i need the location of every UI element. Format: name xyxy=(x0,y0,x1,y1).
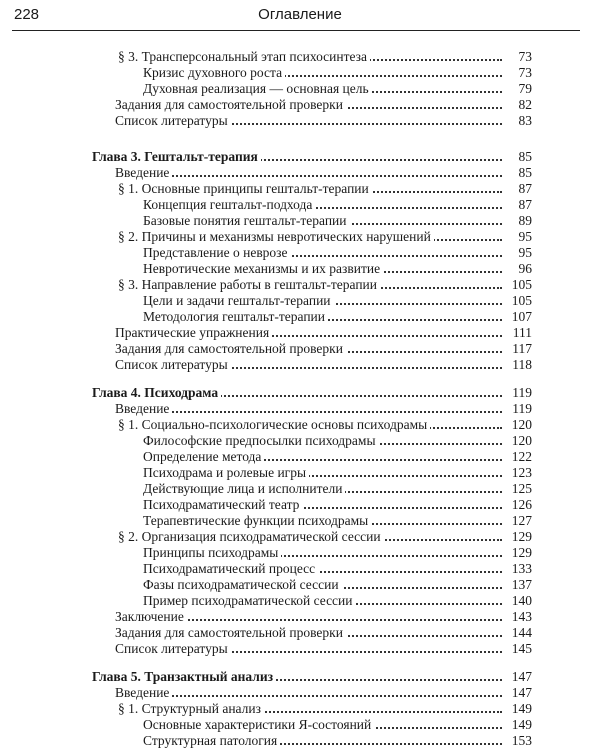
toc-entry[interactable]: § 1. Структурный анализ 149 xyxy=(118,701,532,716)
toc-page-number: 143 xyxy=(502,609,532,624)
toc-entry[interactable]: Методология гештальт-терапии 107 xyxy=(143,309,532,324)
toc-page-number: 119 xyxy=(502,385,532,400)
toc-page-number: 96 xyxy=(502,261,532,276)
toc-page-number: 120 xyxy=(502,417,532,432)
toc-entry[interactable]: § 1. Основные принципы гештальт-терапии 87 xyxy=(118,181,532,196)
toc-entry[interactable]: Задания для самостоятельной проверки 144 xyxy=(115,625,532,640)
page-number: 228 xyxy=(14,6,40,23)
toc-entry[interactable]: § 3. Трансперсональный этап психосинтеза 73 xyxy=(118,49,532,64)
toc-entry[interactable]: Пример психодраматической сессии 140 xyxy=(143,593,532,608)
toc-entry[interactable]: Фазы психодраматической сессии 137 xyxy=(143,577,532,592)
toc-entry[interactable]: Цели и задачи гештальт-терапии 105 xyxy=(143,293,532,308)
toc-page-number: 117 xyxy=(502,341,532,356)
toc-entry[interactable]: Список литературы 83 xyxy=(115,113,532,128)
toc-entry[interactable]: Определение метода 122 xyxy=(143,449,532,464)
toc-page-number: 87 xyxy=(502,181,532,196)
toc-entry[interactable]: § 2. Причины и механизмы невротических нарушений 95 xyxy=(118,229,532,244)
toc-entry[interactable]: Список литературы 118 xyxy=(115,357,532,372)
toc-entry[interactable]: Духовная реализация — основная цель 79 xyxy=(143,81,532,96)
toc-entry[interactable]: Философские предпосылки психодрамы 120 xyxy=(143,433,532,448)
toc-entry[interactable]: Заключение 143 xyxy=(115,609,532,624)
toc-page-number: 133 xyxy=(502,561,532,576)
toc-page-number: 82 xyxy=(502,97,532,112)
toc-page-number: 95 xyxy=(502,229,532,244)
toc-entry[interactable]: § 1. Социально-психологические основы психодрамы 120 xyxy=(118,417,532,432)
toc-entry[interactable]: Введение 119 xyxy=(115,401,532,416)
toc-page-number: 125 xyxy=(502,481,532,496)
toc-page-number: 83 xyxy=(502,113,532,128)
page-header xyxy=(0,0,600,34)
toc-page-number: 153 xyxy=(502,733,532,748)
toc-page-number: 147 xyxy=(502,669,532,684)
toc-entry[interactable]: Невротические механизмы и их развитие 96 xyxy=(143,261,532,276)
toc-page-number: 105 xyxy=(502,293,532,308)
toc-page-number: 122 xyxy=(502,449,532,464)
toc-page-number: 107 xyxy=(502,309,532,324)
toc-entry[interactable]: Принципы психодрамы 129 xyxy=(143,545,532,560)
toc-entry[interactable]: Список литературы 145 xyxy=(115,641,532,656)
toc-entry[interactable]: § 3. Направление работы в гештальт-терапии 105 xyxy=(118,277,532,292)
toc-page-number: 85 xyxy=(502,149,532,164)
toc-page-number: 147 xyxy=(502,685,532,700)
toc-page-number: 89 xyxy=(502,213,532,228)
toc-page-number: 118 xyxy=(502,357,532,372)
toc-chapter-heading[interactable]: Глава 4. Психодрама 119 xyxy=(92,385,532,400)
toc-page-number: 73 xyxy=(502,65,532,80)
toc-page-number: 149 xyxy=(502,717,532,732)
toc-entry[interactable]: Введение 147 xyxy=(115,685,532,700)
toc-page-number: 73 xyxy=(502,49,532,64)
toc-page-number: 120 xyxy=(502,433,532,448)
toc-page-number: 149 xyxy=(502,701,532,716)
toc-entry[interactable]: Кризис духовного роста 73 xyxy=(143,65,532,80)
toc-page-number: 105 xyxy=(502,277,532,292)
toc-entry[interactable]: Представление о неврозе 95 xyxy=(143,245,532,260)
toc-page-number: 123 xyxy=(502,465,532,480)
toc-entry[interactable]: Практические упражнения 111 xyxy=(115,325,532,340)
toc-page-number: 87 xyxy=(502,197,532,212)
toc-chapter-heading[interactable]: Глава 5. Транзактный анализ 147 xyxy=(92,669,532,684)
toc-entry[interactable]: Психодраматический процесс 133 xyxy=(143,561,532,576)
toc-entry[interactable]: Терапевтические функции психодрамы 127 xyxy=(143,513,532,528)
toc-entry[interactable]: Действующие лица и исполнители 125 xyxy=(143,481,532,496)
toc-entry[interactable]: Психодраматический театр 126 xyxy=(143,497,532,512)
toc-chapter-heading[interactable]: Глава 3. Гештальт-терапия 85 xyxy=(92,149,532,164)
toc-entry[interactable]: Задания для самостоятельной проверки 117 xyxy=(115,341,532,356)
running-title: Оглавление xyxy=(258,6,342,23)
toc-page-number: 111 xyxy=(502,325,532,340)
toc-page-number: 137 xyxy=(502,577,532,592)
toc-page-number: 79 xyxy=(502,81,532,96)
toc-page-number: 129 xyxy=(502,545,532,560)
toc-page-number: 129 xyxy=(502,529,532,544)
toc-entry[interactable]: Основные характеристики Я-состояний 149 xyxy=(143,717,532,732)
toc-page-number: 95 xyxy=(502,245,532,260)
toc-entry[interactable]: § 2. Организация психодраматической сессии 129 xyxy=(118,529,532,544)
toc-entry[interactable]: Концепция гештальт-подхода 87 xyxy=(143,197,532,212)
toc-page-number: 145 xyxy=(502,641,532,656)
toc-page-number: 119 xyxy=(502,401,532,416)
toc-entry[interactable]: Задания для самостоятельной проверки 82 xyxy=(115,97,532,112)
toc-page-number: 127 xyxy=(502,513,532,528)
toc-page-number: 144 xyxy=(502,625,532,640)
toc-entry[interactable]: Структурная патология 153 xyxy=(143,733,532,748)
header-rule xyxy=(12,30,580,31)
toc-page-number: 85 xyxy=(502,165,532,180)
toc-entry[interactable]: Базовые понятия гештальт-терапии 89 xyxy=(143,213,532,228)
toc-page-number: 140 xyxy=(502,593,532,608)
toc-entry[interactable]: Введение 85 xyxy=(115,165,532,180)
toc-page-number: 126 xyxy=(502,497,532,512)
toc-entry[interactable]: Психодрама и ролевые игры 123 xyxy=(143,465,532,480)
